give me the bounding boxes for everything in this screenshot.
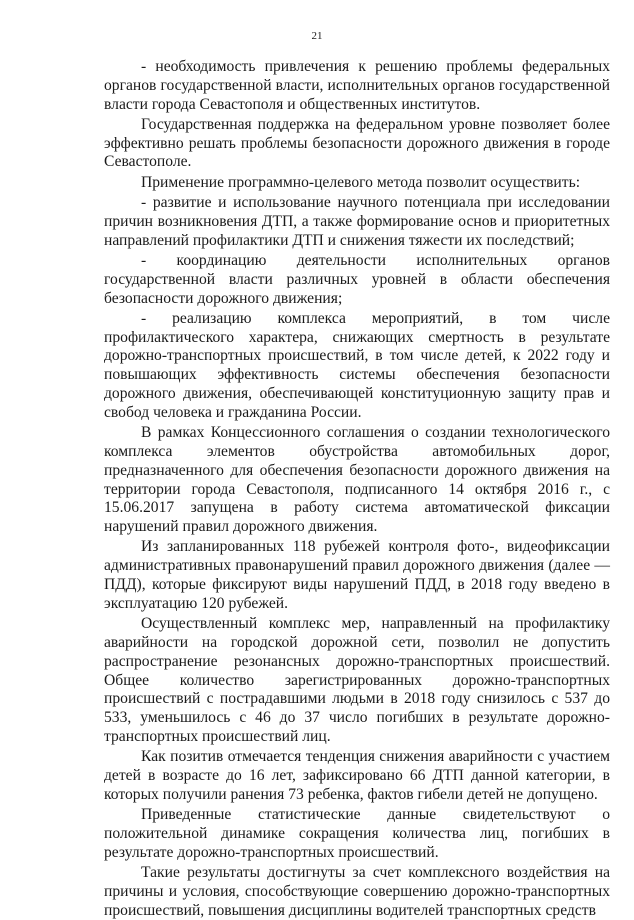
paragraph: Применение программно-целевого метода позволит осуществить: (141, 173, 581, 191)
paragraph: Осуществленный комплекс мер, направленный на профилактику аварийности на городской дорожной сети, позволил не допустить распространение резонансных дорожно-транспортных происшествий. Общее количество зарегистрированных дорожно-транспортных происшествий с пострадавшими людьми в 2018 году снизилось с 537 до 533, уменьшилось с 46 до 37 число погибших в результате дорожно-транспортных происшествий лиц. (104, 615, 610, 745)
paragraph: - реализацию комплекса мероприятий, в том числе профилактического характера, снижающих смертность в результате дорожно-транспортных происшествий, в том числе детей, к 2022 году и повышающих эффективность системы обеспечения безопасности дорожного движения, обеспечивающей конституционную защиту прав и свобод человека и гражданина России. (104, 309, 610, 421)
paragraph: В рамках Концессионного соглашения о создании технологического комплекса элементов обустройства автомобильных дорог, предназначенного для обеспечения безопасности дорожного движения на территории города Севастополя, подписанного 14 октября 2016 г., с 15.06.2017 запущена в работу система автоматической фиксации нарушений правил дорожного движения. (104, 424, 610, 536)
paragraph: - необходимость привлечения к решению проблемы федеральных органов государственной власти, исполнительных органов государственной власти города Севастополя и общественных институтов. (104, 58, 610, 113)
page-number: 21 (311, 30, 323, 42)
paragraph: Государственная поддержка на федеральном уровне позволяет более эффективно решать проблемы безопасности дорожного движения в городе Севастополе. (104, 115, 610, 171)
document-body (104, 58, 610, 920)
paragraph: Такие результаты достигнуты за счет комплексного воздействия на причины и условия, способствующие совершению дорожно-транспортных происшествий, повышения дисциплины водителей транспортных средств (104, 863, 610, 919)
paragraph: - координацию деятельности исполнительных органов государственной власти различных уровней в области обеспечения безопасности дорожного движения; (104, 251, 610, 307)
paragraph: Как позитив отмечается тенденция снижения аварийности с участием детей в возрасте до 16 лет, зафиксировано 66 ДТП данной категории, в которых получили ранения 73 ребенка, фактов гибели детей не допущено. (104, 748, 610, 803)
paragraph: - развитие и использование научного потенциала при исследовании причин возникновения ДТП, а также формирование основ и приоритетных направлений профилактики ДТП и снижения тяжести их последствий; (104, 194, 610, 249)
paragraph: Приведенные статистические данные свидетельствуют о положительной динамике сокращения количества лиц, погибших в результате дорожно-транспортных происшествий. (104, 806, 610, 861)
paragraph: Из запланированных 118 рубежей контроля фото-, видеофиксации административных правонарушений правил дорожного движения (далее — ПДД), которые фиксируют виды нарушений ПДД, в 2018 году введено в эксплуатацию 120 рубежей. (104, 538, 610, 612)
